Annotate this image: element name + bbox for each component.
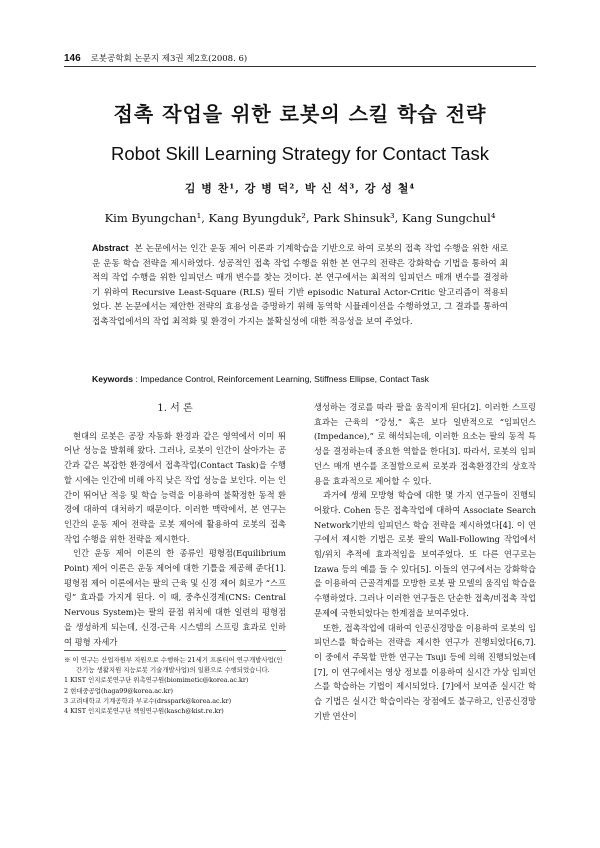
journal-name: 로봇공학회 논문지 제3권 제2호(2008. 6) xyxy=(90,54,248,64)
title-english: Robot Skill Learning Strategy for Contact Task xyxy=(110,143,490,164)
paragraph: 현대의 로봇은 공장 자동화 환경과 같은 영역에서 이미 뛰어난 성능을 발휘해 왔다. 그러나, 로봇이 인간이 살아가는 공간과 같은 복잡한 환경에서 접촉작업(Contact Task)을 수행할 시에는 인간에 비해 아직 낮은 작업 성능을 보인다. 이는 인간이 뛰어난 적응 및 학습 능력을 이용하여 불확정한 동적 환경에 대하여 대처하기 때문이다. 이러한 맥락에서, 본 연구는 인간의 운동 제어 전략을 로봇 제어에 활용하여 로봇의 접촉 작업 수행을 위한 전략을 제시한다. xyxy=(64,430,286,544)
paragraph: 인간 운동 제어 이론의 한 종류인 평형점(Equilibrium Point) 제어 이론은 운동 제어에 대한 기틀을 제공해 준다[1]. 평형점 제어 이론에서는 팔의 근육 및 신경 제어 회로가 “스프링” 효과를 가지게 된다. 이 때, 중추신경계(CNS: Central Nervous System)는 팔의 끝점 위치에 대한 일련의 평형점을 생성하게 되는데, 신경-근육 시스템의 스프링 효과로 인하여 평형 자세가 xyxy=(64,548,286,647)
running-header xyxy=(64,52,536,64)
footnote: 1 KIST 인지로봇연구단 위촉연구원(biomimetic@korea.ac.kr) xyxy=(64,676,249,685)
footnotes xyxy=(64,655,286,716)
right-column xyxy=(314,400,536,723)
keywords-text: : Impedance Control, Reinforcement Learning, Stiffness Ellipse, Contact Task xyxy=(135,374,429,384)
authors-english: Kim Byungchan¹, Kang Byungduk², Park Shinsuk³, Kang Sungchul⁴ xyxy=(104,211,496,225)
abstract-text: 본 논문에서는 인간 운동 제어 이론과 기계학습을 기반으로 하여 로봇의 접촉 작업 수행을 위한 새로운 운동 학습 전략을 제시하였다. 성공적인 접촉 작업 수행을 위한 본 연구의 전략은 강화학습 기법을 통하여 최적의 작업 수행을 위한 임피던스 매개 변수를 찾는 것이다. 본 연구에서는 최적의 임피던스 매개 변수를 결정하기 위하여 Recursive Least-Square (RLS) 필터 기반 episodic Natural Actor-Critic 알고리즘이 적용되었다. 본 논문에서는 제안한 전략의 효용성을 증명하기 위해 동역학 시뮬레이션을 수행하였고, 그 결과를 통하여 접촉작업에서의 작업 최적화 및 환경이 가지는 불확실성에 대한 적응성을 보여 주었다. xyxy=(92,244,508,327)
footnote: 3 고려대학교 기계공학과 부교수(drsspark@korea.ac.kr) xyxy=(64,696,232,705)
keywords-label: Keywords xyxy=(92,374,134,384)
title-korean: 접촉 작업을 위한 로봇의 스킬 학습 전략 xyxy=(113,102,487,126)
page-number: 146 xyxy=(64,53,81,64)
header-rule xyxy=(64,66,536,67)
footnote: 4 KIST 인지로봇연구단 책임연구원(kasch@kist.re.kr) xyxy=(64,707,224,716)
footnote-rule xyxy=(64,650,286,651)
abstract xyxy=(92,241,508,330)
abstract-label: Abstract xyxy=(92,243,129,253)
section-heading: 1. 서 론 xyxy=(157,403,193,414)
footnote: ※ 이 연구는 산업자원부 지원으로 수행하는 21세기 프론티어 연구개발사업(인간기능 생활지원 지능로봇 기술개발사업)의 일환으로 수행되었습니다. xyxy=(64,656,283,675)
paragraph: 과거에 생체 모방형 학습에 대한 몇 가지 연구들이 진행되어왔다. Cohen 등은 접촉작업에 대하여 Associate Search Network기반의 임피던스 학습 전략을 제시하였다[4]. 이 연구에서 제시한 기법은 로봇 팔의 Wall-Following 작업에서 힘/위치 추적에 효과적임을 보여주었다. 또 다른 연구로는 Izawa 등의 예를 들 수 있다[5]. 이들의 연구에서는 강화학습을 이용하여 근골격계를 모방한 로봇 팔 모델의 움직임 학습을 수행하였다. 그러나 이러한 연구들은 단순한 접촉/비접촉 작업 문제에 국한되었다는 한계점을 보여주었다. xyxy=(314,490,536,618)
footnote: 2 현대중공업(haga99@korea.ac.kr) xyxy=(64,686,174,695)
left-column xyxy=(64,400,286,649)
keywords xyxy=(92,374,508,384)
authors-korean: 김 병 찬¹, 강 병 덕², 박 신 석³, 강 성 철⁴ xyxy=(184,182,416,195)
paragraph: 생성하는 경로를 따라 팔을 움직이게 된다[2]. 이러한 스프링 효과는 근육의 “강성,” 혹은 보다 일반적으로 “임피던스(Impedance),” 로 해석되는데, 이러한 요소는 팔의 동적 특성을 결정하는데 중요한 역할을 한다[3]. 따라서, 로봇의 임피던스 매개 변수를 조절함으로써 로봇과 접촉환경간의 상호작용을 효과적으로 제어할 수 있다. xyxy=(314,402,536,486)
paragraph: 또한, 접촉작업에 대하여 인공신경망을 이용하여 로봇의 임피던스를 학습하는 전략을 제시한 연구가 진행되었다[6,7]. 이 중에서 주목할 만한 연구는 Tsuji 등에 의해 진행되었는데[7], 이 연구에서는 영상 정보를 이용하여 실시간 가상 임피던스를 학습하는 기법이 제시되었다. [7]에서 보여준 실시간 학습 기법은 실시간 학습이라는 장점에도 불구하고, 인공신경망 기반 연산이 xyxy=(314,622,536,721)
